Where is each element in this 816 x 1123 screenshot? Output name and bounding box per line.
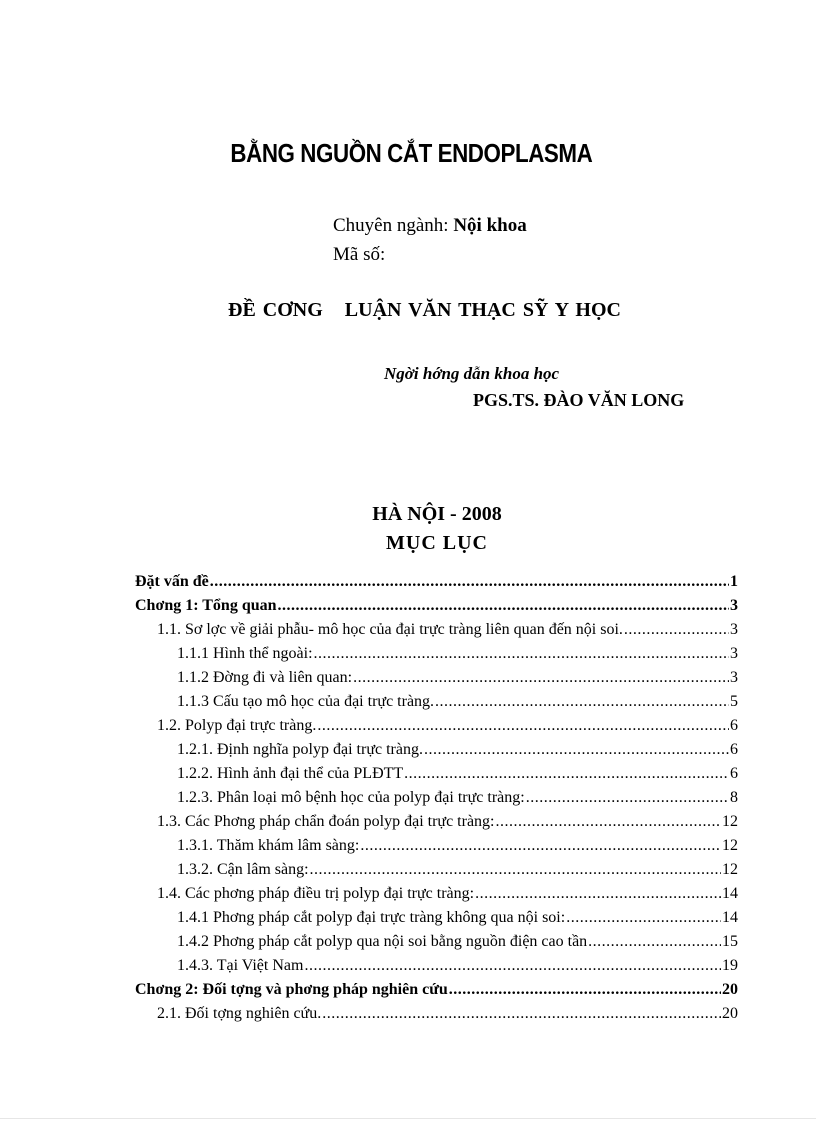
toc-entry-page: 1 (730, 573, 738, 590)
dot-leader (353, 669, 729, 687)
code-line (333, 244, 385, 266)
toc-entry-page: 19 (722, 957, 738, 974)
toc-entry-page: 6 (730, 765, 738, 782)
toc-entry-page: 3 (730, 645, 738, 662)
toc-entry-page: 12 (722, 861, 738, 878)
toc-entry-page: 14 (722, 909, 738, 926)
toc-entry-text: 1.1.3 Cấu tạo mô học của đại trực tràng. (177, 693, 435, 710)
thesis-part2: LUẬN VĂN THẠC SỸ Y HỌC (344, 299, 621, 321)
toc-entry-text: 1.4.3. Tại Việt Nam (177, 957, 304, 974)
dot-leader (322, 1005, 721, 1023)
toc-entry-text: 1.4.2 Phơng pháp cắt polyp qua nội soi bằng nguồn điện cao tần (177, 933, 588, 950)
specialty-value: Nội khoa (453, 215, 527, 236)
toc-entry[interactable] (135, 597, 738, 619)
toc-entry[interactable] (135, 981, 738, 1003)
toc-entry[interactable] (157, 1005, 738, 1027)
toc-entry-page: 5 (730, 693, 738, 710)
toc-entry-text: 1.2. Polyp đại trực tràng. (157, 717, 317, 734)
toc-entry-text: 1.2.2. Hình ảnh đại thể của PLĐTT (177, 765, 404, 782)
dot-leader (310, 861, 721, 879)
toc-entry[interactable] (177, 741, 738, 763)
toc-entry[interactable] (157, 621, 738, 643)
toc-entry-text: 1.3.2. Cận lâm sàng: (177, 861, 309, 878)
dot-leader (210, 573, 729, 591)
toc-entry-text: Chơng 2: Đối tợng và phơng pháp nghiên cứu (135, 981, 448, 998)
advisor-name: PGS.TS. ĐÀO VĂN LONG (473, 390, 685, 410)
dot-leader (449, 981, 721, 999)
dot-leader (304, 957, 721, 975)
advisor-label: Ngời hớng dẫn khoa học (384, 364, 560, 383)
place-year: HÀ NỘI - 2008 (372, 503, 502, 525)
toc-entry[interactable] (177, 957, 738, 979)
dot-leader (624, 621, 729, 639)
dot-leader (435, 693, 729, 711)
toc-entry-page: 20 (722, 981, 738, 998)
dot-leader (317, 717, 729, 735)
toc-entry[interactable] (177, 765, 738, 787)
dot-leader (360, 837, 721, 855)
dot-leader (526, 789, 729, 807)
document-title: BẰNG NGUỒN CẮT ENDOPLASMA (230, 138, 593, 168)
dot-leader (424, 741, 729, 759)
toc-entry-page: 15 (722, 933, 738, 950)
toc-entry[interactable] (177, 669, 738, 691)
dot-leader (588, 933, 721, 951)
toc-entry[interactable] (157, 813, 738, 835)
toc-entry-page: 20 (722, 1005, 738, 1022)
toc-entry[interactable] (157, 885, 738, 907)
toc-entry-page: 14 (722, 885, 738, 902)
toc-entry[interactable] (177, 861, 738, 883)
dot-leader (314, 645, 729, 663)
toc-entry-text: 1.4.1 Phơng pháp cắt polyp đại trực tràng không qua nội soi: (177, 909, 566, 926)
toc-entry-text: 1.1.1 Hình thể ngoài: (177, 645, 313, 662)
dot-leader (475, 885, 721, 903)
page-divider (0, 1118, 816, 1119)
toc-entry-text: 1.3. Các Phơng pháp chẩn đoán polyp đại trực tràng: (157, 813, 495, 830)
toc-entry-page: 12 (722, 813, 738, 830)
toc-entry-text: 1.4. Các phơng pháp điều trị polyp đại trực tràng: (157, 885, 475, 902)
toc-entry-text: 2.1. Đối tợng nghiên cứu. (157, 1005, 322, 1022)
toc-entry-page: 12 (722, 837, 738, 854)
toc-entry[interactable] (177, 789, 738, 811)
toc-entry-page: 6 (730, 717, 738, 734)
thesis-part1: ĐỀ CƠNG (228, 299, 323, 321)
specialty-label: Chuyên ngành: (333, 215, 449, 236)
toc-entry[interactable] (177, 837, 738, 859)
toc-entry[interactable] (177, 645, 738, 667)
toc-entry-text: 1.1.2 Đờng đi và liên quan: (177, 669, 353, 686)
toc-entry[interactable] (177, 909, 738, 931)
dot-leader (404, 765, 729, 783)
toc-entry-page: 6 (730, 741, 738, 758)
dot-leader (566, 909, 721, 927)
thesis-heading (228, 299, 621, 322)
toc-entry[interactable] (157, 717, 738, 739)
toc-entry-text: 1.2.1. Định nghĩa polyp đại trực tràng. (177, 741, 423, 758)
toc-entry-page: 8 (730, 789, 738, 806)
toc-entry-text: 1.1. Sơ lợc về giải phẫu- mô học của đại trực tràng liên quan đến nội soi. (157, 621, 623, 638)
toc-entry-text: 1.3.1. Thăm khám lâm sàng: (177, 837, 360, 854)
toc-entry-text: Chơng 1: Tổng quan (135, 597, 277, 614)
toc-heading: MỤC LỤC (386, 532, 488, 554)
toc-entry[interactable] (177, 933, 738, 955)
specialty-line (333, 215, 527, 237)
toc-entry-text: 1.2.3. Phân loại mô bệnh học của polyp đại trực tràng: (177, 789, 525, 806)
toc-entry-text: Đặt vấn đề (135, 573, 209, 590)
dot-leader (496, 813, 722, 831)
code-label: Mã số: (333, 244, 386, 265)
toc-entry-page: 3 (730, 621, 738, 638)
toc-entry-page: 3 (730, 669, 738, 686)
toc-entry[interactable] (135, 573, 738, 595)
toc-entry[interactable] (177, 693, 738, 715)
toc-entry-page: 3 (730, 597, 738, 614)
dot-leader (278, 597, 729, 615)
